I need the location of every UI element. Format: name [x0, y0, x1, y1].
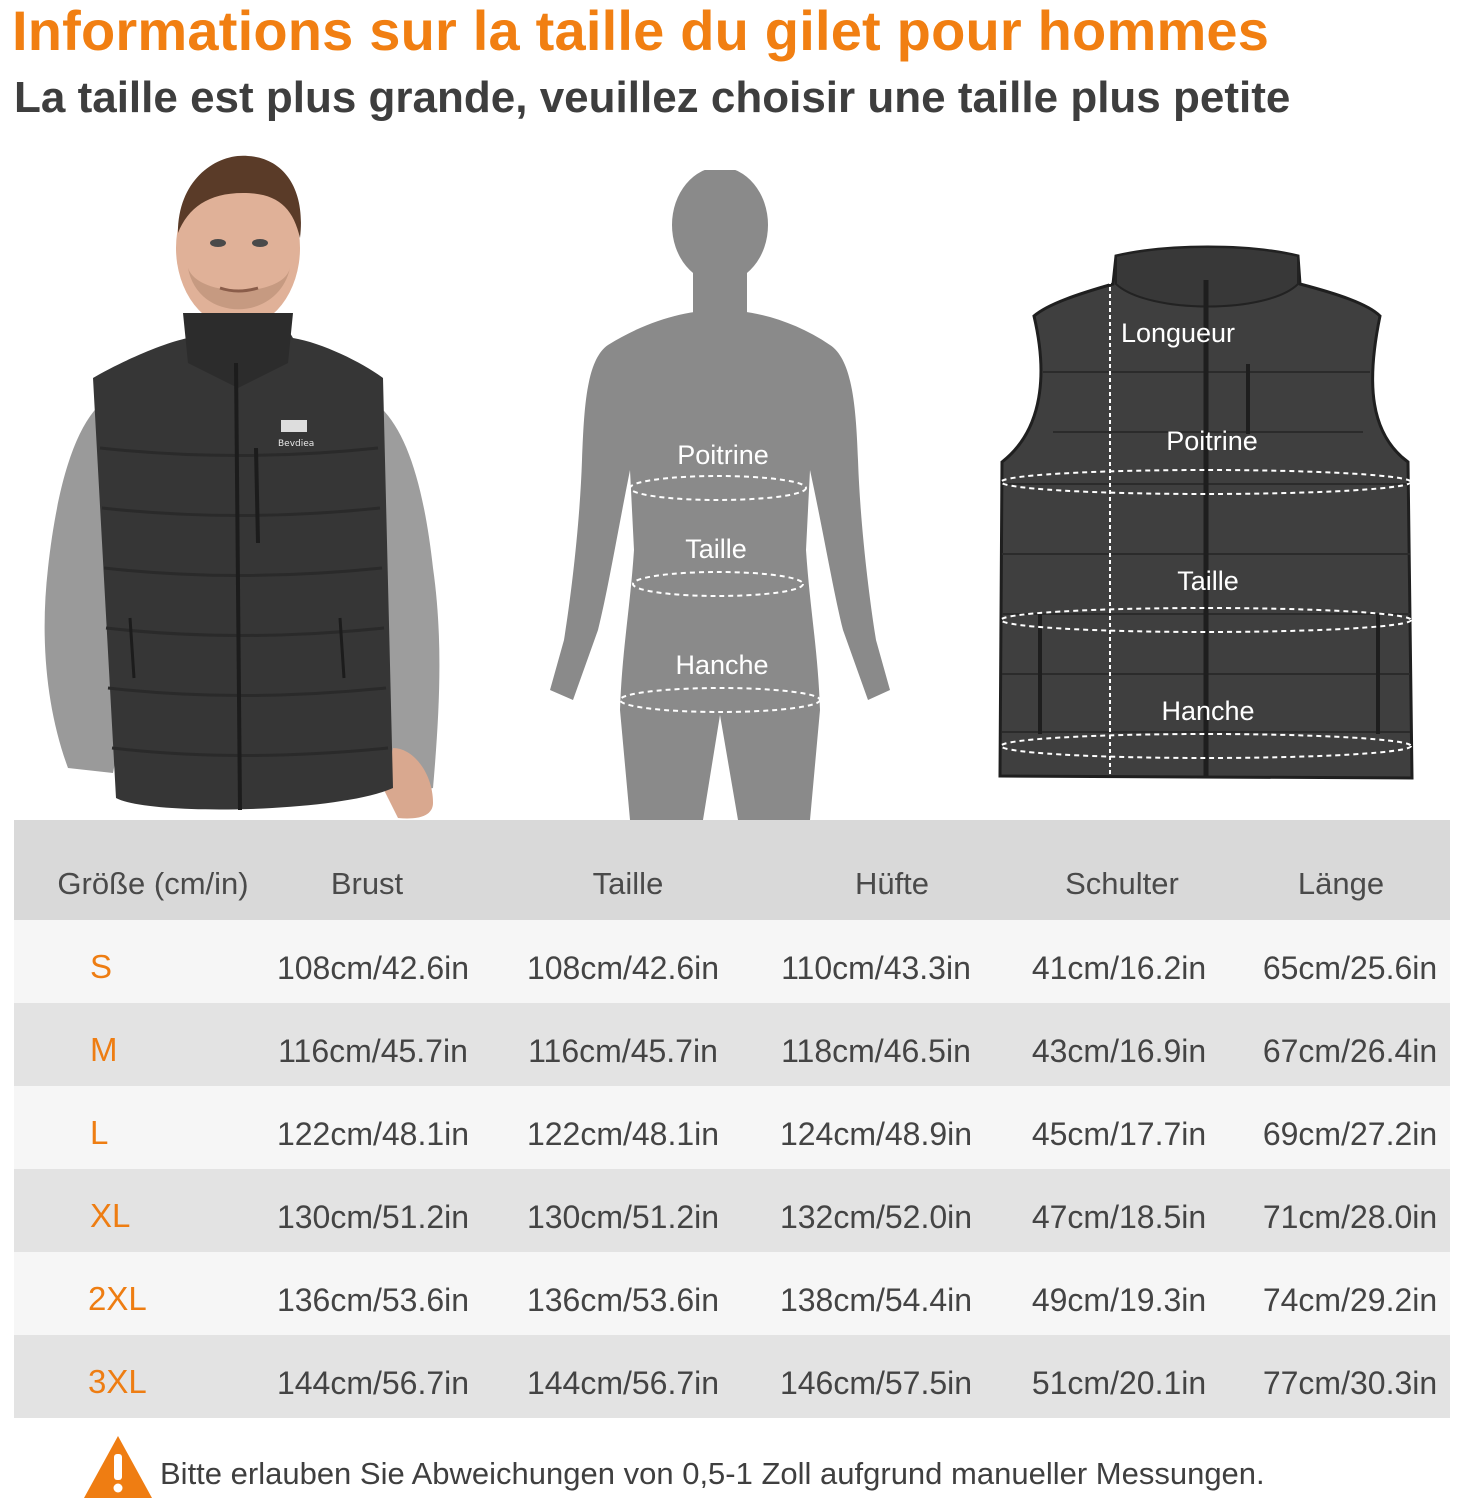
cell-size: 3XL	[88, 1363, 147, 1400]
header-huefte: Hüfte	[854, 866, 930, 901]
cell-laenge: 74cm/29.2in	[1262, 1282, 1438, 1318]
cell-schulter: 43cm/16.9in	[1031, 1033, 1207, 1069]
header-groesse: Größe (cm/in)	[57, 866, 249, 901]
cell-brust: 136cm/53.6in	[276, 1282, 470, 1318]
cell-taille: 108cm/42.6in	[526, 950, 720, 986]
warning-triangle-icon	[82, 1434, 154, 1500]
table-body	[14, 920, 1450, 1418]
cell-taille: 122cm/48.1in	[526, 1116, 720, 1152]
table-row	[14, 1003, 1450, 1086]
cell-laenge: 69cm/27.2in	[1262, 1116, 1438, 1152]
cell-laenge: 65cm/25.6in	[1262, 950, 1438, 986]
cell-size: S	[90, 948, 113, 985]
cell-huefte: 124cm/48.9in	[779, 1116, 973, 1152]
table-row	[14, 1252, 1450, 1335]
cell-size: L	[90, 1114, 109, 1151]
header-laenge: Länge	[1297, 866, 1385, 901]
cell-huefte: 118cm/46.5in	[781, 1033, 971, 1069]
note-text: Bitte erlauben Sie Abweichungen von 0,5-1 Zoll aufgrund manueller Messungen.	[160, 1456, 1265, 1491]
cell-size: M	[90, 1031, 118, 1068]
cell-laenge: 67cm/26.4in	[1262, 1033, 1438, 1069]
body-silhouette-diagram	[538, 170, 898, 820]
cell-taille: 116cm/45.7in	[528, 1033, 718, 1069]
page-title: Informations sur la taille du gilet pour hommes	[12, 0, 1270, 62]
cell-size: 2XL	[88, 1280, 147, 1317]
cell-laenge: 77cm/30.3in	[1262, 1365, 1438, 1401]
model-photo	[38, 148, 450, 820]
cell-huefte: 146cm/57.5in	[779, 1365, 973, 1401]
vest-label-poitrine: Poitrine	[1166, 426, 1258, 456]
cell-schulter: 51cm/20.1in	[1031, 1365, 1207, 1401]
cell-schulter: 47cm/18.5in	[1031, 1199, 1207, 1235]
vest-logo-text: Bevdiea	[278, 439, 315, 449]
cell-huefte: 110cm/43.3in	[781, 950, 971, 986]
vest-flat-diagram	[998, 244, 1418, 784]
cell-brust: 144cm/56.7in	[276, 1365, 470, 1401]
size-table	[14, 820, 1450, 1418]
table-row	[14, 1335, 1450, 1418]
header-taille: Taille	[592, 866, 664, 901]
body-silhouette	[538, 170, 898, 820]
cell-taille: 130cm/51.2in	[526, 1199, 720, 1235]
cell-schulter: 49cm/19.3in	[1031, 1282, 1207, 1318]
body-label-taille: Taille	[685, 534, 747, 564]
cell-brust: 122cm/48.1in	[276, 1116, 470, 1152]
cell-brust: 108cm/42.6in	[276, 950, 470, 986]
header-schulter: Schulter	[1065, 866, 1179, 901]
cell-huefte: 132cm/52.0in	[779, 1199, 973, 1235]
cell-laenge: 71cm/28.0in	[1262, 1199, 1438, 1235]
cell-schulter: 41cm/16.2in	[1031, 950, 1207, 986]
vest-label-hanche: Hanche	[1161, 696, 1255, 726]
page-subtitle: La taille est plus grande, veuillez choisir une taille plus petite	[14, 73, 1291, 122]
table-header-row	[14, 820, 1450, 920]
header-brust: Brust	[330, 866, 404, 901]
table-row	[14, 1086, 1450, 1169]
table-row	[14, 920, 1450, 1003]
cell-brust: 116cm/45.7in	[278, 1033, 468, 1069]
vest-label-longueur: Longueur	[1120, 318, 1236, 348]
vest-label-taille: Taille	[1177, 566, 1239, 596]
body-label-hanche: Hanche	[675, 650, 769, 680]
model-illustration	[38, 148, 450, 820]
measurement-note	[82, 1434, 1452, 1500]
body-label-poitrine: Poitrine	[677, 440, 769, 470]
cell-schulter: 45cm/17.7in	[1031, 1116, 1207, 1152]
cell-size: XL	[90, 1197, 131, 1234]
table-row	[14, 1169, 1450, 1252]
cell-huefte: 138cm/54.4in	[779, 1282, 973, 1318]
cell-taille: 144cm/56.7in	[526, 1365, 720, 1401]
cell-taille: 136cm/53.6in	[526, 1282, 720, 1318]
cell-brust: 130cm/51.2in	[276, 1199, 470, 1235]
